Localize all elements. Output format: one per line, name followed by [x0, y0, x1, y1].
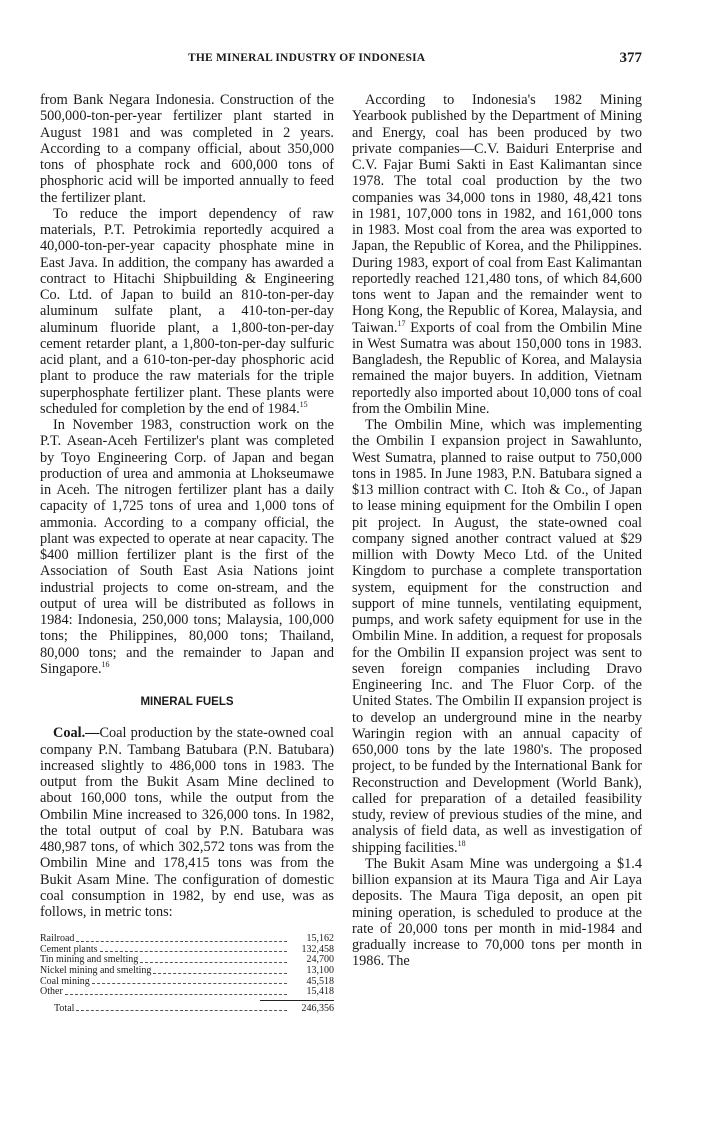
- paragraph: The Bukit Asam Mine was undergoing a $1.4 billion expansion at its Maura Tiga and Air Laya deposits. The Maura Tiga deposit, an open pit mining operation, is scheduled to produce at the rate of 20,000 tons per month in mid-1984 and gradually increase to 70,000 tons per month in 1986. The: [352, 855, 642, 970]
- paragraph: In November 1983, construction work on the P.T. Asean-Aceh Fertilizer's plant was completed by Toyo Engineering Corp. of Japan and began production of urea and ammonia at Lhokseumawe in Aceh. The nitrogen fertilizer plant has a daily capacity of 1,725 tons of urea and 1,000 tons of ammonia. According to a company official, the plant was expected to operate at near capacity. The $400 million fertilizer plant is the first of the Association of South East Asia Nations joint industrial projects to come on-stream, and the output of urea will be distributed as follows in 1984: Indonesia, 250,000 tons; Malaysia, 100,000 tons; the Philippines, 80,000 tons; Thailand, 80,000 tons; and the remainder to Japan and Singapore.$^{16}$: [40, 417, 334, 677]
- total-rule: [260, 1000, 334, 1001]
- page-header: [40, 52, 642, 74]
- paragraph: The Ombilin Mine, which was implementing the Ombilin I expansion project in Sawahlunto, West Sumatra, planned to raise output to 750,000 tons in 1985. In June 1983, P.N. Batubara signed a $13 million contract with C. Itoh & Co., of Japan to lease mining equipment for the Ombilin I open pit project. In August, the state-owned coal company signed another contract valued at $29 million with Dowty Meco Ltd. of the United Kingdom to purchase a complete transportation system, equipment for the construction and support of mine tunnels, ventilating equipment, pumps, and work safety equipment for use in the Ombilin Mine. In addition, a request for proposals for the Ombilin II expansion project was sent to seven foreign companies including Dravo Engineering Inc. and The Fluor Corp. of the United States. The Ombilin II expansion project is to develop an underground mine in the nearby Waringin region with an annual capacity of 650,000 tons by the late 1980's. The proposed project, to be funded by the International Bank for Reconstruction and Development (World Bank), called for preparation of a detailed feasibility study, review of previous studies of the mine, and analysis of field data, as well as investigation of shipping facilities.$^{18}$: [352, 417, 642, 856]
- right-column: [352, 92, 642, 970]
- coal-consumption-table: [40, 934, 334, 1014]
- paragraph: Coal.—Coal production by the state-owned coal company P.N. Tambang Batubara (P.N. Batubara) increased slightly to 486,000 tons in 1983. The output from the Bukit Asam Mine declined to about 160,000 tons, while the output from the Ombilin Mine increased to 326,000 tons. In 1982, the total output of coal by P.N. Batubara was 480,987 tons, of which 302,572 tons was from the Ombilin Mine and 178,415 tons was from the Bukit Asam Mine. The configuration of domestic coal consumption in 1982, by end use, was as follows, in metric tons:: [40, 725, 334, 920]
- footnote-ref: 17: [397, 318, 406, 328]
- table-row: Coal mining 45,518: [40, 975, 334, 987]
- footnote-ref: 16: [101, 659, 110, 669]
- page-number: 377: [619, 50, 642, 66]
- table-row: Other 15,418: [40, 986, 334, 998]
- table-row: Cement plants 132,458: [40, 943, 334, 955]
- run-in-heading: Coal.—: [53, 725, 100, 742]
- table-total-row: Total 246,356: [54, 1002, 334, 1014]
- section-heading: MINERAL FUELS: [140, 696, 234, 708]
- running-title: THE MINERAL INDUSTRY OF INDONESIA: [188, 52, 426, 64]
- paragraph: from Bank Negara Indonesia. Construction of the 500,000-ton-per-year fertilizer plant started in August 1981 and was completed in 2 years. According to a company official, about 350,000 tons of phosphate rock and 600,000 tons of phosphoric acid will be imported annually to feed the fertilizer plant.: [40, 92, 334, 206]
- paragraph: According to Indonesia's 1982 Mining Yearbook published by the Department of Mining and Energy, coal has been produced by two private companies—C.V. Baiduri Enterprise and C.V. Fajar Bumi Sakti in East Kalimantan since 1978. The total coal production by the two companies was 34,000 tons in 1980, 48,421 tons in 1981, 107,000 tons in 1982, and 161,000 tons in 1983. Most coal from the area was exported to Japan, the Republic of Korea, and the Philippines. During 1983, export of coal from East Kalimantan reportedly reached 121,480 tons, of which 84,600 tons went to Japan and the remainder went to Hong Kong, the Republic of Korea, Malaysia, and Taiwan.$^{17}$ Exports of coal from the Ombilin Mine in West Sumatra was about 150,000 tons in 1983. Bangladesh, the Republic of Korea, and Malaysia remained the major buyers. In addition, Vietnam reportedly also imported about 10,000 tons of coal from the Ombilin Mine.: [352, 92, 642, 417]
- left-column: [40, 92, 334, 1014]
- table-row: Nickel mining and smelting 13,100: [40, 965, 334, 977]
- paragraph: To reduce the import dependency of raw materials, P.T. Petrokimia reportedly acquired a 40,000-ton-per-year capacity phosphate mine in East Java. In addition, the company has awarded a contract to Hitachi Shipbuilding & Engineering Co. Ltd. of Japan to build an 810-ton-per-day aluminum sulfate plant, a 410-ton-per-day aluminum fluoride plant, a 1,800-ton-per-day cement retarder plant, a 1,800-ton-per-day sulfuric acid plant, and a 610-ton-per-day phosphoric acid plant to produce the raw materials for the triple superphosphate fertilizer plant. These plants were scheduled for completion by the end of 1984.15: [40, 205, 334, 417]
- footnote-ref: 15: [299, 399, 308, 409]
- footnote-ref: 18: [457, 838, 466, 848]
- table-row: Railroad 15,162: [40, 933, 334, 945]
- table-row: Tin mining and smelting 24,700: [40, 954, 334, 966]
